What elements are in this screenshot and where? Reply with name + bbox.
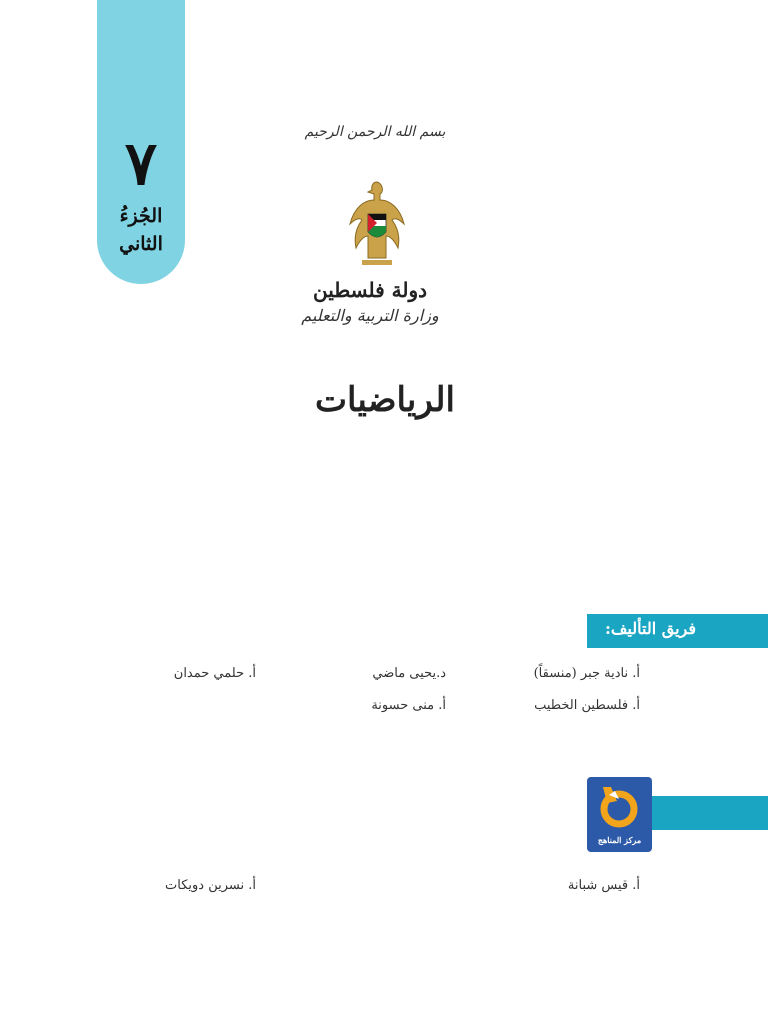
subject-title: الرياضيات [315,380,455,420]
grade-part-line2: الثاني [119,233,163,255]
authoring-team-label: فريق التأليف: [604,619,696,638]
curriculum-center-bar [652,796,768,830]
author-name: د.يحيى ماضي [372,666,446,681]
author-name: أ. منى حسونة [371,698,446,713]
eagle-emblem-icon [346,178,408,270]
reviewer-name: أ. نسرين دويكات [165,878,256,893]
curriculum-center-logo-text: مركز المناهج [597,835,642,845]
grade-number: ٧ [124,129,158,199]
reviewer-name: أ. قيس شبانة [567,878,640,893]
grade-tab [97,0,185,284]
curriculum-center-logo [587,777,652,852]
grade-part [97,202,185,258]
curriculum-center-logo-icon [597,783,639,831]
ministry-name: وزارة التربية والتعليم [301,306,439,325]
basmala: بسم الله الرحمن الرحيم [304,124,446,140]
author-name: أ. نادية جبر (منسقاً) [533,666,640,681]
author-name: أ. فلسطين الخطيب [534,698,640,713]
author-name: أ. حلمي حمدان [173,666,256,681]
state-name: دولة فلسطين [312,278,428,302]
grade-part-line1: الجُزءُ [119,205,163,227]
authoring-team-bar [587,614,768,648]
